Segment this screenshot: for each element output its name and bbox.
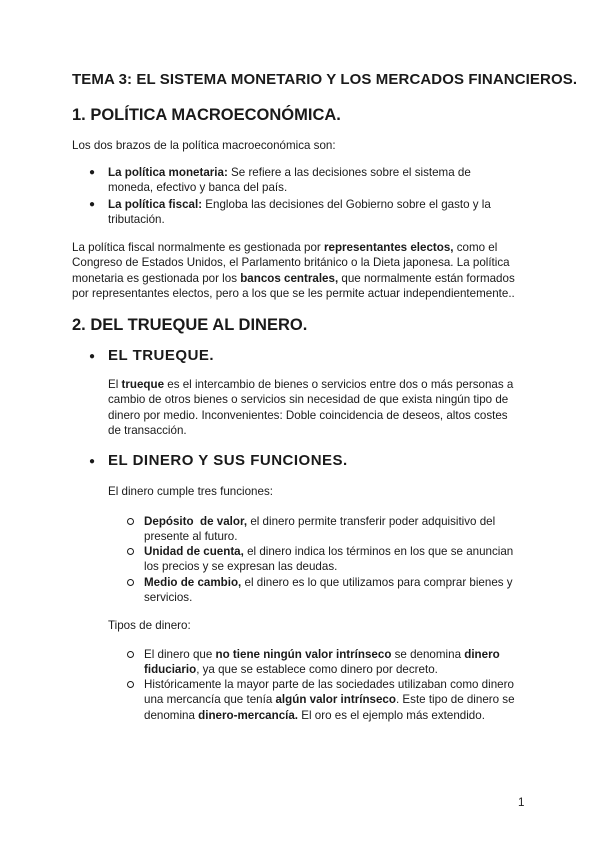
circle-bullet-icon <box>127 518 134 525</box>
section-heading-barter-to-money: 2. DEL TRUEQUE AL DINERO. <box>72 316 308 334</box>
section1-intro: Los dos brazos de la política macroeconómica son: <box>72 139 336 152</box>
list-item-commodity-money: Históricamente la mayor parte de las sociedades utilizaban como dinero una mercancía que tenía algún valor intrínseco. Este tipo de dinero se denomina dinero-mercancía. El oro es el ejemplo más extendido. <box>144 678 515 722</box>
bullet-icon: ● <box>89 199 96 210</box>
bullet-icon: ● <box>89 167 96 178</box>
page-title: TEMA 3: EL SISTEMA MONETARIO Y LOS MERCADOS FINANCIEROS. <box>72 71 578 88</box>
bullet-icon: ● <box>89 351 96 362</box>
list-item-store-of-value: Depósito de valor, el dinero permite transferir poder adquisitivo del presente al futuro. <box>144 515 496 544</box>
barter-paragraph: El trueque es el intercambio de bienes o servicios entre dos o más personas a cambio de otros bienes o servicios sin necesidad de que exista ningún tipo de dinero por medio. Inconvenientes: Doble coincidencia de deseos, altos costes de transacción. <box>108 378 514 438</box>
circle-bullet-icon <box>127 548 134 555</box>
subheading-barter: EL TRUEQUE. <box>108 347 215 364</box>
money-functions-intro: El dinero cumple tres funciones: <box>108 485 273 498</box>
bullet-icon: ● <box>89 456 96 467</box>
section-heading-macroeconomic-policy: 1. POLÍTICA MACROECONÓMICA. <box>72 106 341 124</box>
circle-bullet-icon <box>127 579 134 586</box>
circle-bullet-icon <box>127 681 134 688</box>
money-types-intro: Tipos de dinero: <box>108 619 191 632</box>
subheading-money-functions: EL DINERO Y SUS FUNCIONES. <box>108 452 348 469</box>
list-item-fiat-money: El dinero que no tiene ningún valor intrínseco se denomina dinero fiduciario, ya que se establece como dinero por decreto. <box>144 648 500 677</box>
list-item-monetary-policy: La política monetaria: Se refiere a las decisiones sobre el sistema de moneda, efectivo y banca del país. <box>108 166 471 195</box>
list-item-unit-of-account: Unidad de cuenta, el dinero indica los términos en los que se anuncian los precios y se expresan las deudas. <box>144 545 514 574</box>
section1-paragraph: La política fiscal normalmente es gestionada por representantes electos, como el Congreso de Estados Unidos, el Parlamento británico o la Dieta japonesa. La política monetaria es gestionada por los bancos centrales, que normalmente están formados por representantes electos, pero a los que se les permite actuar independientemente.. <box>72 241 515 301</box>
list-item-fiscal-policy: La política fiscal: Engloba las decisiones del Gobierno sobre el gasto y la tributación. <box>108 198 491 227</box>
page-number: 1 <box>518 796 525 809</box>
list-item-medium-of-exchange: Medio de cambio, el dinero es lo que utilizamos para comprar bienes y servicios. <box>144 576 513 605</box>
circle-bullet-icon <box>127 651 134 658</box>
